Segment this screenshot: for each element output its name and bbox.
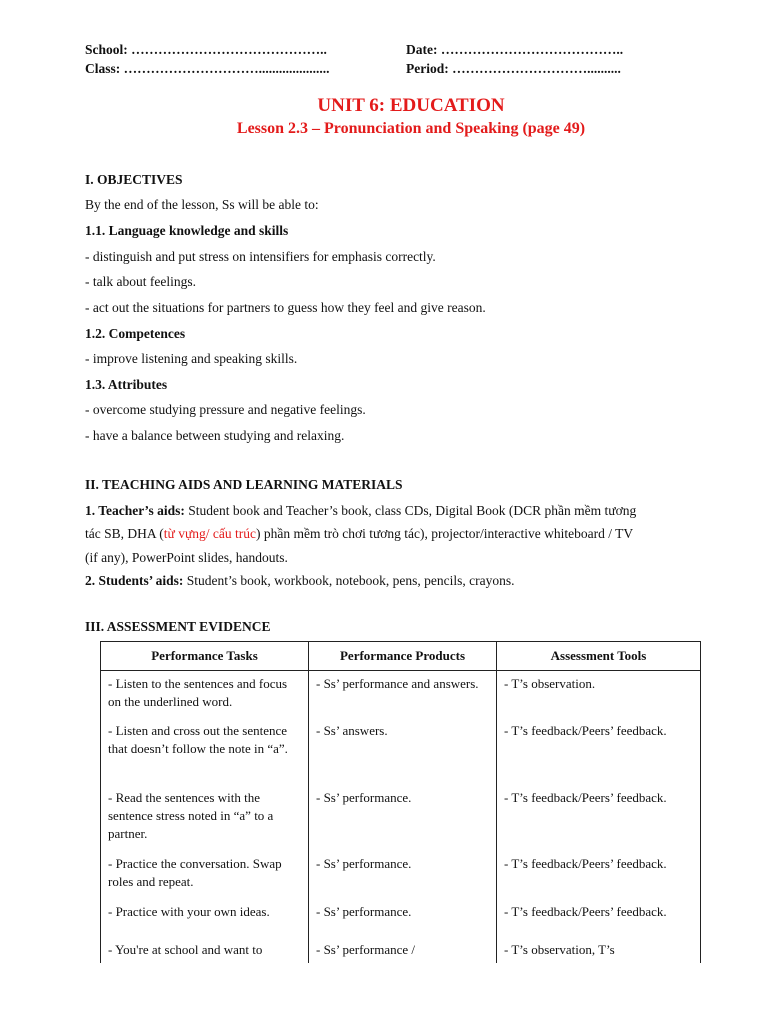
teaching-aids-heading: II. TEACHING AIDS AND LEARNING MATERIALS bbox=[85, 477, 403, 492]
table-cell: - Practice with your own ideas. bbox=[101, 903, 309, 941]
table-cell: - Practice the conversation. Swap roles and repeat. bbox=[101, 855, 309, 903]
table-cell: - Read the sentences with the sentence stress noted in “a” to a partner. bbox=[101, 789, 309, 855]
table-cell: - Listen and cross out the sentence that doesn’t follow the note in “a”. bbox=[101, 722, 309, 789]
assessment-table bbox=[100, 641, 701, 963]
attribute-item: - overcome studying pressure and negative feelings. bbox=[85, 402, 366, 417]
table-header-row bbox=[101, 642, 701, 671]
student-aids-text: Student’s book, workbook, notebook, pens, pencils, crayons. bbox=[183, 573, 515, 588]
vocabulary-structure-note: từ vựng/ cấu trúc bbox=[163, 526, 256, 541]
table-cell: - Ss’ performance. bbox=[309, 789, 497, 855]
teacher-aids-text: Student book and Teacher’s book, class CDs, Digital Book (DCR phần mềm tương bbox=[184, 503, 637, 518]
table-cell: - Ss’ performance and answers. bbox=[309, 675, 497, 722]
table-cell: - T’s feedback/Peers’ feedback. bbox=[497, 789, 701, 855]
teacher-aids-text: ) phần mềm trò chơi tương tác), projector/interactive whiteboard / TV bbox=[255, 526, 634, 541]
objective-item: - talk about feelings. bbox=[85, 274, 196, 289]
date-field: Date: ………………………………….. bbox=[406, 42, 624, 57]
table-cell: - T’s feedback/Peers’ feedback. bbox=[497, 903, 701, 941]
table-row bbox=[101, 941, 701, 963]
attribute-item: - have a balance between studying and relaxing. bbox=[85, 428, 345, 443]
table-cell: - You're at school and want to bbox=[101, 941, 309, 963]
student-aids-line bbox=[85, 573, 515, 589]
table-cell: - Ss’ performance. bbox=[309, 903, 497, 941]
objective-item: - act out the situations for partners to guess how they feel and give reason. bbox=[85, 300, 486, 315]
table-row bbox=[101, 903, 701, 941]
unit-title: UNIT 6: EDUCATION bbox=[317, 95, 505, 116]
table-cell: - Ss’ answers. bbox=[309, 722, 497, 789]
lesson-title: Lesson 2.3 – Pronunciation and Speaking (page 49) bbox=[236, 120, 586, 137]
teacher-aids-text: tác SB, DHA ( bbox=[85, 526, 164, 541]
table-row bbox=[101, 675, 701, 722]
class-field: Class: …………………………..................... bbox=[85, 61, 330, 76]
attributes-heading: 1.3. Attributes bbox=[85, 377, 168, 392]
competences-heading: 1.2. Competences bbox=[85, 326, 186, 341]
table-row bbox=[101, 789, 701, 855]
teacher-aids-line-1 bbox=[85, 503, 636, 519]
table-cell: - T’s observation, T’s bbox=[497, 941, 701, 963]
assessment-heading: III. ASSESSMENT EVIDENCE bbox=[85, 619, 271, 634]
language-knowledge-heading: 1.1. Language knowledge and skills bbox=[85, 223, 289, 238]
objectives-heading: I. OBJECTIVES bbox=[85, 172, 183, 187]
table-cell: - Ss’ performance. bbox=[309, 855, 497, 903]
school-field: School: …………………………………….. bbox=[85, 42, 327, 57]
table-cell: - T’s feedback/Peers’ feedback. bbox=[497, 855, 701, 903]
table-row bbox=[101, 855, 701, 903]
column-header: Performance Products bbox=[309, 642, 497, 671]
table-cell: - Listen to the sentences and focus on the underlined word. bbox=[101, 675, 309, 722]
table-cell: - T’s observation. bbox=[497, 675, 701, 722]
student-aids-label: 2. Students’ aids: bbox=[85, 573, 184, 588]
column-header: Performance Tasks bbox=[101, 642, 309, 671]
table-cell: - Ss’ performance / bbox=[309, 941, 497, 963]
competence-item: - improve listening and speaking skills. bbox=[85, 351, 298, 366]
table-cell: - T’s feedback/Peers’ feedback. bbox=[497, 722, 701, 789]
table-row bbox=[101, 722, 701, 789]
teacher-aids-label: 1. Teacher’s aids: bbox=[85, 503, 185, 518]
teacher-aids-line-3: (if any), PowerPoint slides, handouts. bbox=[85, 550, 288, 565]
column-header: Assessment Tools bbox=[497, 642, 701, 671]
period-field: Period: ………………………….......... bbox=[406, 61, 621, 76]
objectives-intro: By the end of the lesson, Ss will be able to: bbox=[85, 197, 319, 212]
objective-item: - distinguish and put stress on intensifiers for emphasis correctly. bbox=[85, 249, 436, 264]
teacher-aids-line-2 bbox=[85, 526, 633, 542]
